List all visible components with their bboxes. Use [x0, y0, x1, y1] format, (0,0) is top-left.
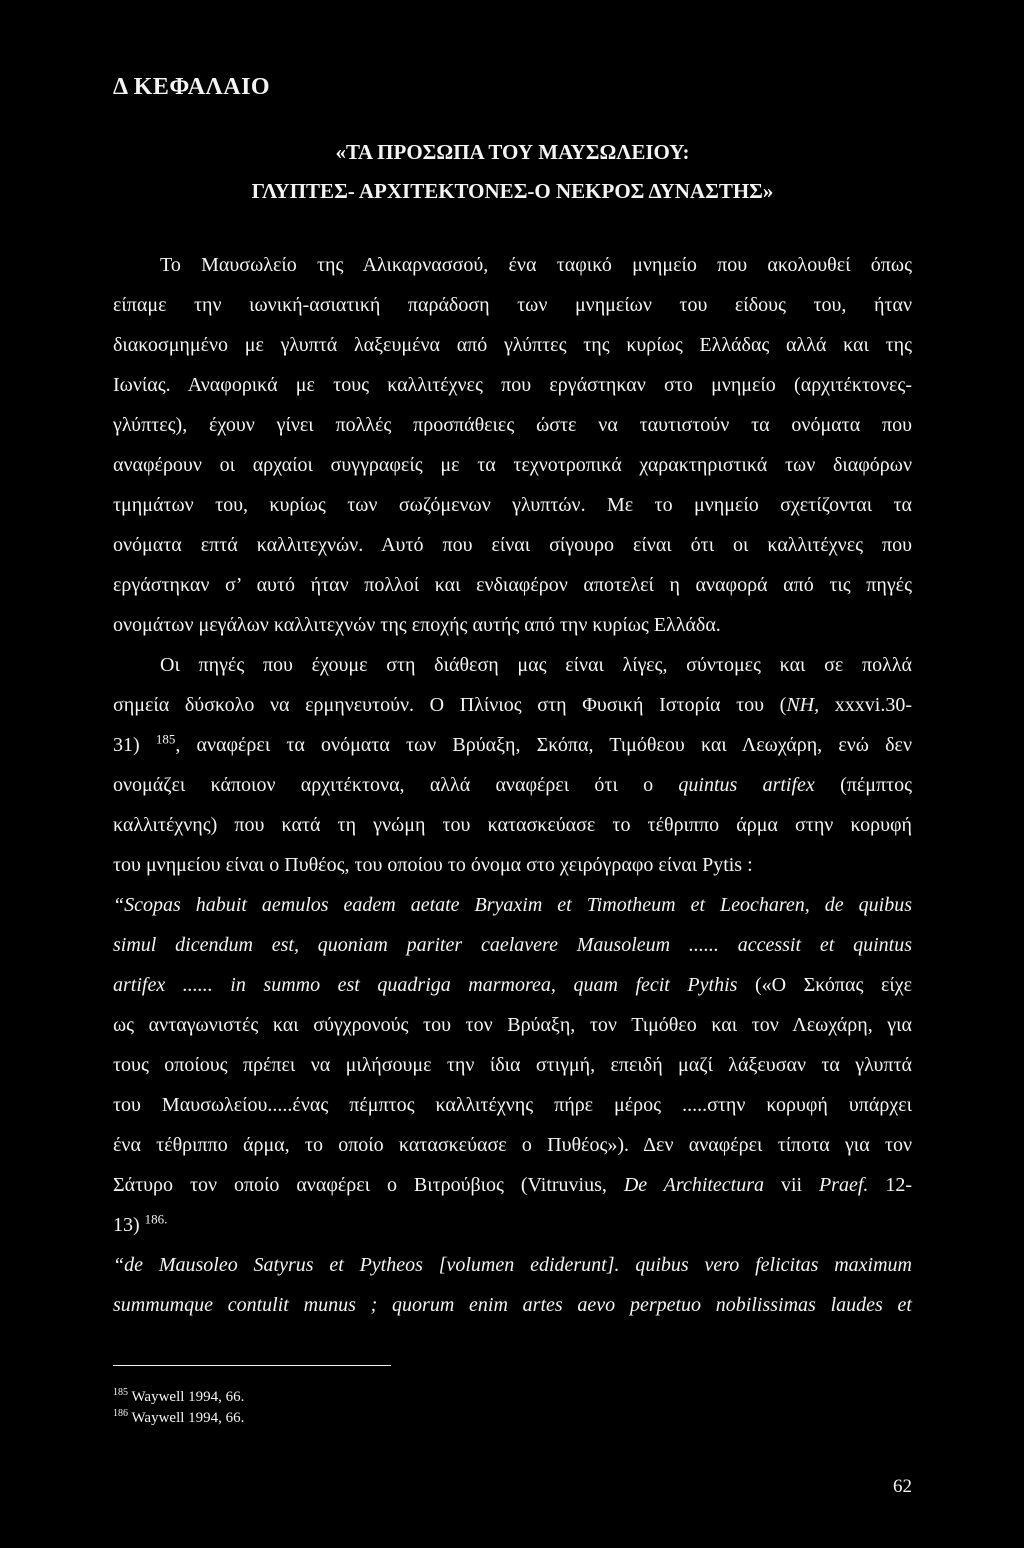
latin-quote-line — [113, 1285, 912, 1325]
body-line — [113, 325, 912, 365]
body-text-run: Ιωνίας. Αναφορικά με τους καλλιτέχνες που εργάστηκαν στο μνημείο (αρχιτέκτονες- — [113, 374, 912, 396]
body-line — [113, 245, 912, 285]
italic-text: simul dicendum est, quoniam pariter caelavere Mausoleum ...... accessit et quintus — [113, 934, 912, 956]
body-line — [113, 1125, 912, 1165]
footnote-ref-186: 186. — [144, 1211, 168, 1227]
body-text-run: (πέμπτος — [814, 774, 913, 796]
page-number: 62 — [893, 1476, 912, 1497]
body-text-run: , αναφέρει τα ονόματα των Βρύαξη, Σκόπα, Τιμόθεου και Λεωχάρη, ενώ δεν — [175, 734, 912, 756]
body-text-run: είπαμε την ιωνική-ασιατική παράδοση των μνημείων του είδους του, ήταν — [113, 294, 912, 316]
body-text-run: ονομάζει κάποιον αρχιτέκτονα, αλλά αναφέρει ότι ο — [113, 774, 679, 796]
body-line — [113, 565, 912, 605]
footnote-number: 185 — [113, 1387, 128, 1398]
body-text-run: ονόματα επτά καλλιτεχνών. Αυτό που είναι σίγουρο είναι ότι οι καλλιτέχνες που — [113, 534, 912, 556]
body-text-run: 31) — [113, 734, 156, 756]
italic-text: “de Mausoleo Satyrus et Pytheos [volumen ediderunt]. quibus vero felicitas maximum — [113, 1254, 912, 1276]
body-line — [113, 405, 912, 445]
body-text-run: σημεία δύσκολο να ερμηνευτούν. Ο Πλίνιος στη Φυσική Ιστορία του ( — [113, 694, 787, 716]
italic-text: Praef. — [818, 1174, 869, 1196]
body-line — [113, 1005, 912, 1045]
footnote-ref-185: 185 — [155, 731, 176, 747]
body-line — [113, 725, 912, 765]
latin-quote-line — [113, 925, 912, 965]
body-text-run: ένα τέθριππο άρμα, το οποίο κατασκεύασε ο Πυθέος»). Δεν αναφέρει τίποτα για τον — [113, 1134, 912, 1156]
body-line — [113, 765, 912, 805]
body-line — [113, 805, 912, 845]
body-text-run: αναφέρουν οι αρχαίοι συγγραφείς με τα τεχνοτροπικά χαρακτηριστικά των διαφόρων — [113, 454, 912, 476]
body-text-run: ονομάτων μεγάλων καλλιτεχνών της εποχής αυτής από την κυρίως Ελλάδα. — [113, 614, 721, 636]
body-text-run: του μνημείου είναι ο Πυθέος, του οποίου το όνομα στο χειρόγραφο είναι Pytis : — [113, 854, 753, 876]
body-line — [113, 445, 912, 485]
footnote-text: Waywell 1994, 66. — [128, 1410, 245, 1426]
body-line — [113, 605, 912, 645]
body-line — [113, 1085, 912, 1125]
body-line — [113, 965, 912, 1005]
italic-text: “Scopas habuit aemulos eadem aetate Bryaxim et Timotheum et Leocharen, de quibus — [113, 894, 912, 916]
body-line — [113, 285, 912, 325]
body-line — [113, 365, 912, 405]
body-text-run: του Μαυσωλείου.....ένας πέμπτος καλλιτέχνης πήρε μέρος .....στην κορυφή υπάρχει — [113, 1094, 912, 1116]
footnote-item — [113, 1408, 713, 1429]
body-text-run: Το Μαυσωλείο της Αλικαρνασσού, ένα ταφικό μνημείο που ακολουθεί όπως — [160, 254, 912, 276]
body-line — [113, 685, 912, 725]
italic-text: NH, — [786, 694, 820, 716]
body-text-run: τμημάτων του, κυρίως των σωζόμενων γλυπτών. Με το μνημείο σχετίζονται τα — [113, 494, 912, 516]
body-text-run: γλύπτες), έχουν γίνει πολλές προσπάθειες ώστε να ταυτιστούν τα ονόματα που — [113, 414, 912, 436]
footnote-separator — [113, 1365, 391, 1366]
chapter-heading: Δ ΚΕΦΑΛΑΙΟ — [113, 74, 271, 100]
body-text-run: («Ο Σκόπας είχε — [737, 974, 912, 996]
body-line — [113, 525, 912, 565]
body-text-run: διακοσμημένο με γλυπτά λαξευμένα από γλύπτες της κυρίως Ελλάδας αλλά και της — [113, 334, 912, 356]
footnote-item — [113, 1387, 713, 1408]
body-line — [113, 645, 912, 685]
body-text-run: Οι πηγές που έχουμε στη διάθεση μας είναι λίγες, σύντομες και σε πολλά — [160, 654, 912, 676]
footnote-number: 186 — [113, 1408, 128, 1419]
body-line — [113, 1045, 912, 1085]
body-line — [113, 845, 912, 885]
chapter-title-line-2: ΓΛΥΠΤΕΣ- ΑΡΧΙΤΕΚΤΟΝΕΣ-Ο ΝΕΚΡΟΣ ΔΥΝΑΣΤΗΣ» — [251, 179, 774, 203]
latin-quote-line — [113, 885, 912, 925]
body-text-run: ως ανταγωνιστές και σύγχρονούς του τον Βρύαξη, τον Τιμόθεο και τον Λεωχάρη, για — [113, 1014, 912, 1036]
chapter-title — [113, 133, 912, 211]
body-text-run: xxxvi.30- — [819, 694, 913, 716]
footnote-text: Waywell 1994, 66. — [128, 1389, 245, 1405]
latin-quote-line — [113, 1245, 912, 1285]
italic-text: quintus artifex — [678, 774, 815, 796]
italic-text: De Architectura — [623, 1174, 765, 1196]
body-text-run: καλλιτέχνης) που κατά τη γνώμη του κατασκεύασε το τέθριππο άρμα στην κορυφή — [113, 814, 912, 836]
body-text-run: vii — [764, 1174, 819, 1196]
body-text-run: εργάστηκαν σ’ αυτό ήταν πολλοί και ενδιαφέρον αποτελεί η αναφορά από τις πηγές — [113, 574, 912, 596]
body-text-run: 12- — [868, 1174, 912, 1196]
body-text — [113, 245, 912, 1325]
chapter-title-line-1: «ΤΑ ΠΡΟΣΩΠΑ ΤΟΥ ΜΑΥΣΩΛΕΙΟΥ: — [335, 140, 690, 164]
body-line — [113, 485, 912, 525]
body-text-run: Σάτυρο τον οποίο αναφέρει ο Βιτρούβιος (Vitruvius, — [113, 1174, 624, 1196]
italic-text: artifex ...... in summo est quadriga marmorea, quam fecit Pythis — [113, 974, 738, 996]
italic-text: summumque contulit munus ; quorum enim artes aevo perpetuo nobilissimas laudes et — [113, 1294, 912, 1316]
footnotes — [113, 1387, 713, 1429]
body-line — [113, 1165, 912, 1205]
body-text-run: 13) — [113, 1214, 145, 1236]
body-line — [113, 1205, 912, 1245]
body-text-run: τους οποίους πρέπει να μιλήσουμε την ίδια στιγμή, επειδή μαζί λάξευσαν τα γλυπτά — [113, 1054, 912, 1076]
